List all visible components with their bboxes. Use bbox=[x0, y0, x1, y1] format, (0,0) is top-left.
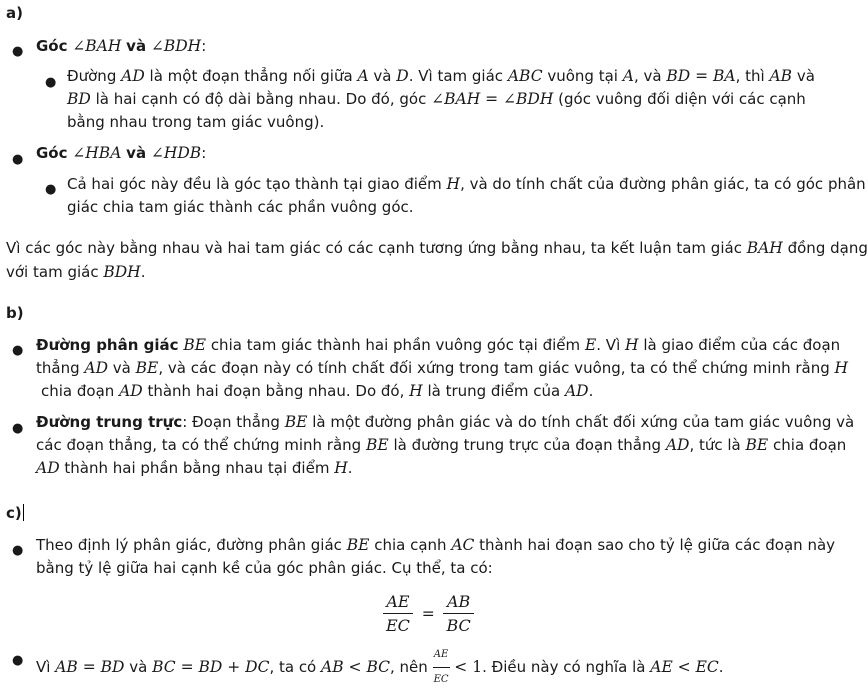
text-line: Đường phân giác BE chia tam giác thành hai phần vuông góc tại điểm E. Vì H là giao điểm của các đoạn bbox=[36, 336, 841, 354]
math-angle: ∠BAH bbox=[72, 37, 122, 55]
bullet-angles-hba-hdb: Góc ∠HBA và ∠HDB: bbox=[36, 144, 207, 162]
bullet-icon: ● bbox=[12, 152, 24, 167]
section-c-heading: c) bbox=[6, 504, 22, 522]
bullet-icon: ● bbox=[12, 44, 24, 59]
text-line: Đường AD là một đoạn thẳng nối giữa A và D. Vì tam giác ABC vuông tại A, và BD = BA, thì AB và bbox=[67, 67, 815, 85]
text-line: giác chia tam giác thành các phần vuông góc. bbox=[67, 198, 414, 216]
bullet-icon: ● bbox=[45, 182, 57, 197]
label-goc: Góc bbox=[36, 37, 68, 55]
fraction: $\frac{AE}{EC}$ bbox=[383, 592, 413, 635]
text-line: chia đoạn AD thành hai đoạn bằng nhau. Do đó, H là trung điểm của AD. bbox=[41, 382, 594, 400]
text-line: AD thành hai phần bằng nhau tại điểm H. bbox=[36, 459, 353, 477]
text-cursor bbox=[23, 504, 24, 521]
section-b-heading: b) bbox=[6, 304, 24, 322]
bullet-icon: ● bbox=[12, 653, 24, 668]
bullet-angles-bah-bdh bbox=[36, 36, 206, 56]
math-angle: ∠BDH bbox=[150, 37, 202, 55]
bullet-icon: ● bbox=[12, 343, 24, 358]
bullet-icon: ● bbox=[45, 75, 57, 90]
text-line: Theo định lý phân giác, đường phân giác BE chia cạnh AC thành hai đoạn sao cho tỷ lệ giữa các đoạn này bbox=[36, 536, 836, 554]
text-line: các đoạn thẳng, ta có thể chứng minh rằng BE là đường trung trực của đoạn thẳng AD, tức là BE chia đoạn bbox=[36, 436, 847, 454]
paragraph-line: với tam giác BDH. bbox=[6, 263, 146, 281]
label-va: và bbox=[126, 37, 147, 55]
section-a-heading: a) bbox=[6, 4, 23, 22]
text-line: bằng nhau trong tam giác vuông). bbox=[67, 113, 325, 131]
bullet-icon: ● bbox=[12, 421, 24, 436]
text-line: Cả hai góc này đều là góc tạo thành tại giao điểm H, và do tính chất của đường phân giác, ta có góc phân bbox=[67, 175, 866, 193]
bullet-icon: ● bbox=[12, 543, 24, 558]
paragraph-line: Vì các góc này bằng nhau và hai tam giác có các cạnh tương ứng bằng nhau, ta kết luận tam giác BAH đồng dạng bbox=[6, 239, 868, 257]
text-line: Vì AB = BD và BC = BD + DC, ta có AB < BC, nên $\frac{AE}{EC}$ < 1. Điều này có nghĩa là AE < EC. bbox=[36, 643, 724, 692]
text-line: Đường trung trực: Đoạn thẳng BE là một đường phân giác và do tính chất đối xứng của tam giác vuông và bbox=[36, 413, 855, 431]
text-line: bằng tỷ lệ giữa hai cạnh kề của góc phân giác. Cụ thể, ta có: bbox=[36, 559, 493, 577]
fraction: $\frac{AB}{BC}$ bbox=[443, 592, 473, 635]
equation-ratio: $\frac{AE}{EC}$ = $\frac{AB}{BC}$ bbox=[383, 592, 474, 635]
colon: : bbox=[201, 37, 207, 55]
fraction: $\frac{AE}{EC}$ bbox=[433, 643, 450, 692]
text-line: BD là hai cạnh có độ dài bằng nhau. Do đó, góc ∠BAH = ∠BDH (góc vuông đối diện với các cạnh bbox=[67, 90, 806, 108]
text-line: thẳng AD và BE, và các đoạn này có tính chất đối xứng trong tam giác vuông, ta có thể chứng minh rằng H bbox=[36, 359, 849, 377]
